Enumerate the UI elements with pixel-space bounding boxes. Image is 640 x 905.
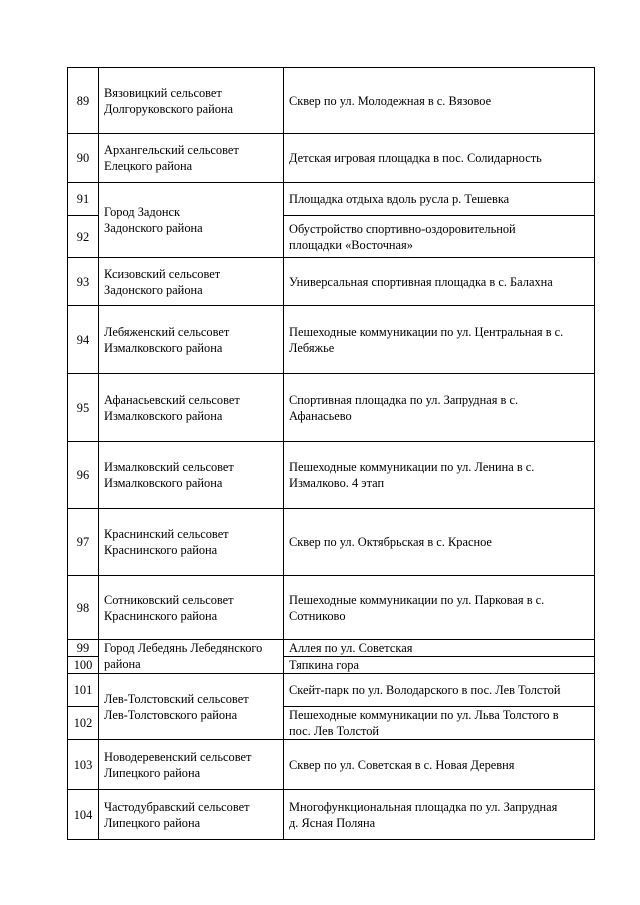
object-name: Скейт-парк по ул. Володарского в пос. Лев Толстой	[284, 674, 595, 707]
table-row	[68, 576, 595, 640]
object-name: Пешеходные коммуникации по ул. Центральная в с. Лебяжье	[284, 306, 595, 374]
row-number: 102	[68, 707, 99, 740]
object-name: Аллея по ул. Советская	[284, 640, 595, 657]
municipality-name: Сотниковский сельсовет Краснинского района	[99, 576, 284, 640]
table-row	[68, 640, 595, 657]
table-row	[68, 68, 595, 134]
row-number: 98	[68, 576, 99, 640]
municipality-name: Частодубравский сельсовет Липецкого района	[99, 790, 284, 840]
row-number: 90	[68, 134, 99, 183]
table-row	[68, 374, 595, 442]
municipality-name: Город Лебедянь Лебедянского района	[99, 640, 284, 674]
row-number: 93	[68, 258, 99, 306]
municipality-name: Афанасьевский сельсовет Измалковского района	[99, 374, 284, 442]
row-number: 97	[68, 509, 99, 576]
object-name: Тяпкина гора	[284, 657, 595, 674]
object-name: Спортивная площадка по ул. Запрудная в с. Афанасьево	[284, 374, 595, 442]
objects-table	[67, 67, 595, 840]
table-row	[68, 183, 595, 216]
object-name: Сквер по ул. Молодежная в с. Вязовое	[284, 68, 595, 134]
row-number: 101	[68, 674, 99, 707]
table-row	[68, 306, 595, 374]
municipality-name: Измалковский сельсовет Измалковского района	[99, 442, 284, 509]
row-number: 91	[68, 183, 99, 216]
municipality-name: Архангельский сельсовет Елецкого района	[99, 134, 284, 183]
object-name: Сквер по ул. Советская в с. Новая Деревня	[284, 740, 595, 790]
object-name: Многофункциональная площадка по ул. Запрудная д. Ясная Поляна	[284, 790, 595, 840]
row-number: 99	[68, 640, 99, 657]
object-name: Детская игровая площадка в пос. Солидарность	[284, 134, 595, 183]
object-name: Пешеходные коммуникации по ул. Ленина в с. Измалково. 4 этап	[284, 442, 595, 509]
row-number: 89	[68, 68, 99, 134]
row-number: 104	[68, 790, 99, 840]
table-row	[68, 790, 595, 840]
object-name: Пешеходные коммуникации по ул. Парковая в с. Сотниково	[284, 576, 595, 640]
object-name: Универсальная спортивная площадка в с. Балахна	[284, 258, 595, 306]
table-row	[68, 258, 595, 306]
row-number: 103	[68, 740, 99, 790]
object-name: Сквер по ул. Октябрьская в с. Красное	[284, 509, 595, 576]
object-name: Площадка отдыха вдоль русла р. Тешевка	[284, 183, 595, 216]
row-number: 96	[68, 442, 99, 509]
table-row	[68, 134, 595, 183]
object-name: Пешеходные коммуникации по ул. Льва Толстого в пос. Лев Толстой	[284, 707, 595, 740]
municipality-name: Ксизовский сельсовет Задонского района	[99, 258, 284, 306]
row-number: 94	[68, 306, 99, 374]
table-row	[68, 740, 595, 790]
row-number: 92	[68, 216, 99, 258]
row-number: 95	[68, 374, 99, 442]
table-row	[68, 509, 595, 576]
municipality-name: Новодеревенский сельсовет Липецкого района	[99, 740, 284, 790]
table-row	[68, 442, 595, 509]
municipality-name: Вязовицкий сельсовет Долгоруковского района	[99, 68, 284, 134]
table-row	[68, 674, 595, 707]
municipality-name: Лебяженский сельсовет Измалковского района	[99, 306, 284, 374]
municipality-name: Город Задонск Задонского района	[99, 183, 284, 258]
municipality-name: Краснинский сельсовет Краснинского района	[99, 509, 284, 576]
object-name: Обустройство спортивно-оздоровительной площадки «Восточная»	[284, 216, 595, 258]
row-number: 100	[68, 657, 99, 674]
municipality-name: Лев-Толстовский сельсовет Лев-Толстовского района	[99, 674, 284, 740]
